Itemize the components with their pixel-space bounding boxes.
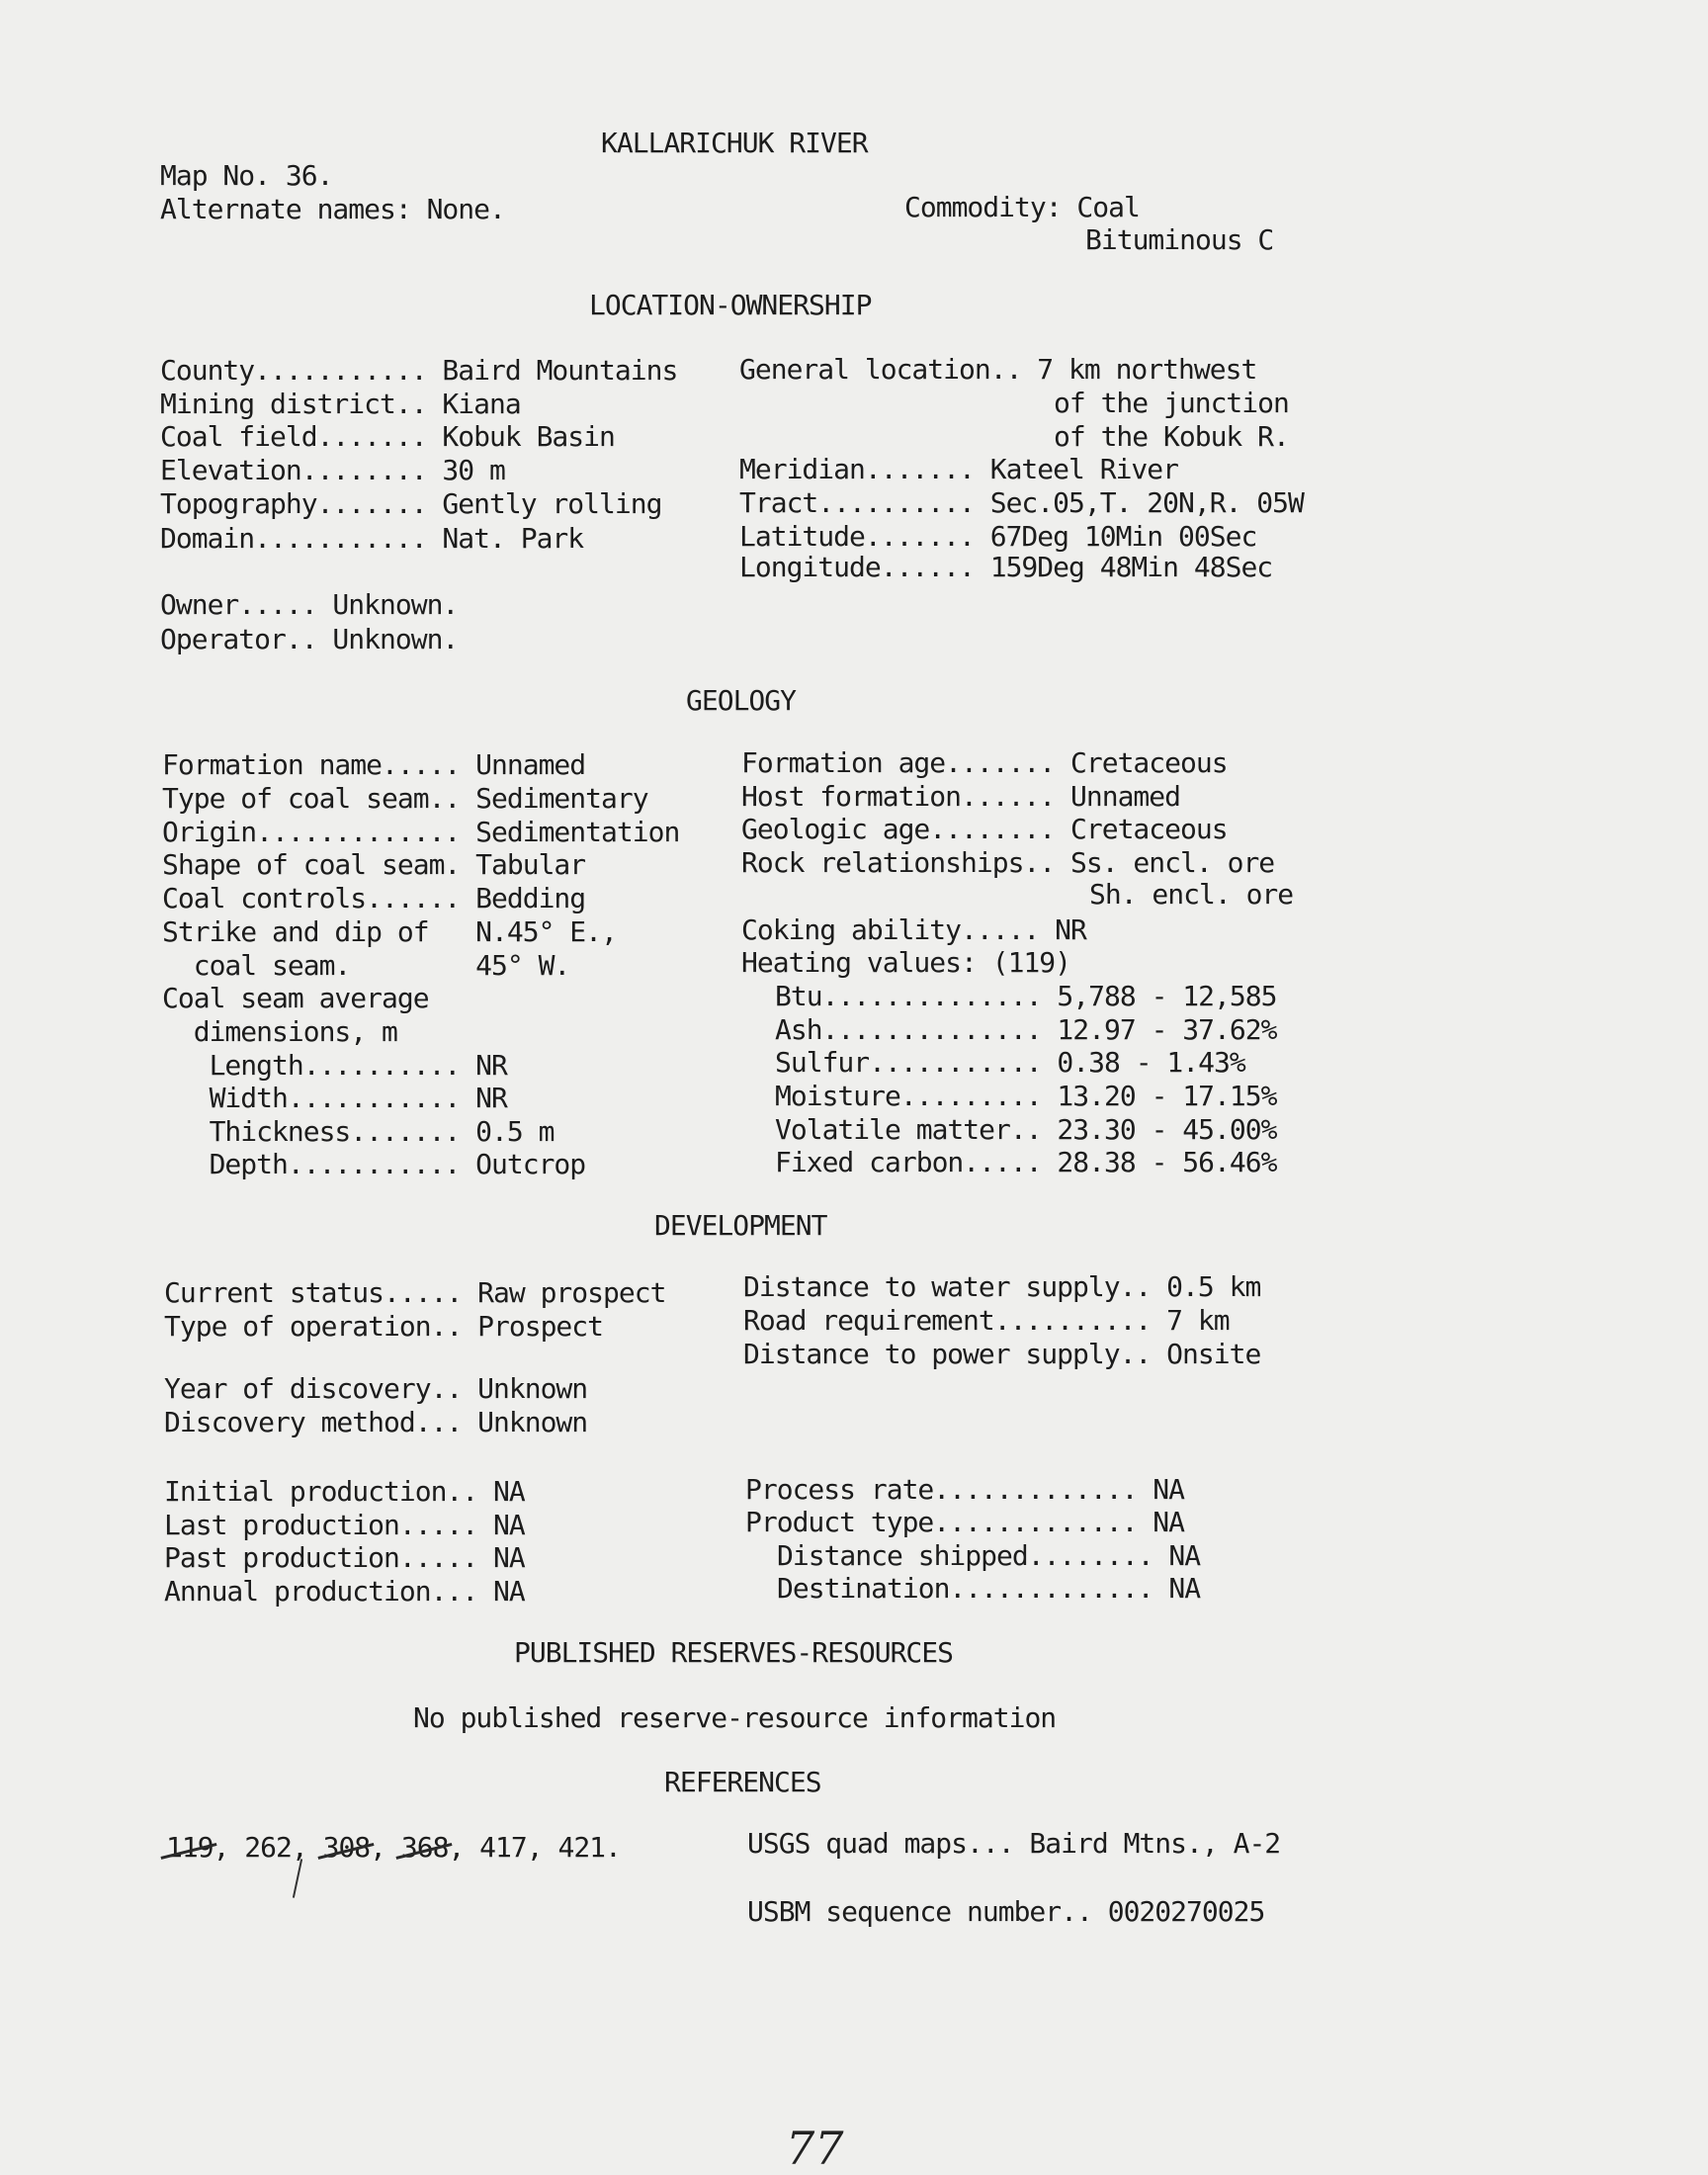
geology-coal-controls: Coal controls...... Bedding [162, 882, 586, 914]
reference-struck: 308 [322, 1831, 371, 1864]
development-process-rate: Process rate............. NA [745, 1473, 1185, 1506]
reference-numbers [166, 1831, 621, 1865]
reference-remaining: , 417, 421. [448, 1831, 621, 1864]
geology-sulfur: Sulfur........... 0.38 - 1.43% [775, 1046, 1245, 1079]
location-longitude: Longitude...... 159Deg 48Min 48Sec [739, 551, 1273, 583]
location-county: County........... Baird Mountains [160, 354, 678, 387]
handwritten-mark [293, 1859, 302, 1898]
location-tract: Tract.......... Sec.05,T. 20N,R. 05W [739, 486, 1304, 519]
location-general-cont1: of the junction [1054, 387, 1289, 419]
reserves-text: No published reserve-resource information [413, 1701, 1057, 1734]
geology-seam-type: Type of coal seam.. Sedimentary [162, 782, 648, 815]
geology-volatile-matter: Volatile matter.. 23.30 - 45.00% [775, 1113, 1277, 1146]
geology-rock-relationships: Rock relationships.. Ss. encl. ore [741, 846, 1275, 879]
geology-width: Width........... NR [162, 1082, 507, 1114]
geology-fixed-carbon: Fixed carbon..... 28.38 - 56.46% [775, 1146, 1277, 1178]
location-general: General location.. 7 km northwest [739, 353, 1257, 386]
geology-host-formation: Host formation...... Unnamed [741, 780, 1181, 813]
geology-thickness: Thickness....... 0.5 m [162, 1115, 555, 1148]
development-annual-production: Annual production... NA [164, 1575, 525, 1608]
geology-seam-shape: Shape of coal seam. Tabular [162, 848, 586, 881]
section-heading-references: REFERENCES [664, 1766, 821, 1798]
geology-strike-dip: Strike and dip of N.45° E., [162, 915, 617, 948]
geology-formation-name: Formation name..... Unnamed [162, 748, 586, 781]
reference-struck: 119 [166, 1831, 214, 1864]
geology-rock-relationships-cont: Sh. encl. ore [1089, 878, 1294, 911]
development-destination: Destination............. NA [777, 1572, 1201, 1605]
operator: Operator.. Unknown. [160, 623, 459, 655]
page-number: 77 [786, 2122, 844, 2175]
development-power-distance: Distance to power supply.. Onsite [743, 1338, 1261, 1370]
development-past-production: Past production..... NA [164, 1541, 525, 1574]
location-mining-district: Mining district.. Kiana [160, 388, 521, 420]
development-year-discovery: Year of discovery.. Unknown [164, 1372, 588, 1405]
development-last-production: Last production..... NA [164, 1509, 525, 1541]
geology-btu: Btu.............. 5,788 - 12,585 [775, 980, 1277, 1012]
geology-depth: Depth........... Outcrop [162, 1148, 586, 1180]
reference-struck: 368 [400, 1831, 449, 1864]
geology-ash: Ash.............. 12.97 - 37.62% [775, 1013, 1277, 1046]
geology-moisture: Moisture......... 13.20 - 17.15% [775, 1080, 1277, 1112]
location-latitude: Latitude....... 67Deg 10Min 00Sec [739, 520, 1257, 553]
location-general-cont2: of the Kobuk R. [1054, 420, 1289, 453]
geology-origin: Origin............. Sedimentation [162, 816, 680, 848]
geology-heating-values: Heating values: (119) [741, 946, 1071, 979]
location-topography: Topography....... Gently rolling [160, 487, 662, 520]
references-usbm-sequence: USBM sequence number.. 0020270025 [747, 1895, 1265, 1928]
reference-separator: , [291, 1831, 323, 1864]
geology-strike-dip-cont: coal seam. 45° W. [162, 949, 570, 982]
map-number: Map No. 36. [160, 159, 333, 192]
commodity-rank: Bituminous C [1085, 223, 1274, 256]
reference-separator: , [213, 1831, 245, 1864]
development-road-requirement: Road requirement.......... 7 km [743, 1304, 1230, 1337]
section-heading-location: LOCATION-OWNERSHIP [589, 289, 872, 321]
reference-262: 262 [244, 1831, 292, 1864]
development-water-distance: Distance to water supply.. 0.5 km [743, 1270, 1261, 1303]
reference-separator: , [370, 1831, 401, 1864]
geology-formation-age: Formation age....... Cretaceous [741, 746, 1228, 779]
references-quad-maps: USGS quad maps... Baird Mtns., A-2 [747, 1827, 1281, 1860]
location-elevation: Elevation........ 30 m [160, 454, 505, 486]
development-current-status: Current status..... Raw prospect [164, 1276, 666, 1309]
section-heading-geology: GEOLOGY [686, 684, 797, 717]
location-domain: Domain........... Nat. Park [160, 522, 584, 555]
geology-geologic-age: Geologic age........ Cretaceous [741, 813, 1228, 845]
geology-coking-ability: Coking ability..... NR [741, 914, 1086, 946]
section-heading-development: DEVELOPMENT [654, 1209, 827, 1242]
development-discovery-method: Discovery method... Unknown [164, 1406, 588, 1438]
development-product-type: Product type............. NA [745, 1506, 1185, 1538]
document-title: KALLARICHUK RIVER [601, 127, 868, 159]
geology-length: Length.......... NR [162, 1049, 507, 1082]
owner: Owner..... Unknown. [160, 588, 459, 621]
alternate-names: Alternate names: None. [160, 193, 505, 225]
development-operation-type: Type of operation.. Prospect [164, 1310, 604, 1343]
section-heading-reserves: PUBLISHED RESERVES-RESOURCES [514, 1636, 954, 1669]
commodity: Commodity: Coal [904, 191, 1140, 223]
geology-seam-dimensions-cont: dimensions, m [162, 1015, 397, 1048]
development-initial-production: Initial production.. NA [164, 1475, 525, 1508]
development-distance-shipped: Distance shipped........ NA [777, 1539, 1201, 1572]
location-meridian: Meridian....... Kateel River [739, 453, 1179, 485]
geology-seam-dimensions: Coal seam average [162, 982, 429, 1014]
location-coal-field: Coal field....... Kobuk Basin [160, 420, 615, 453]
